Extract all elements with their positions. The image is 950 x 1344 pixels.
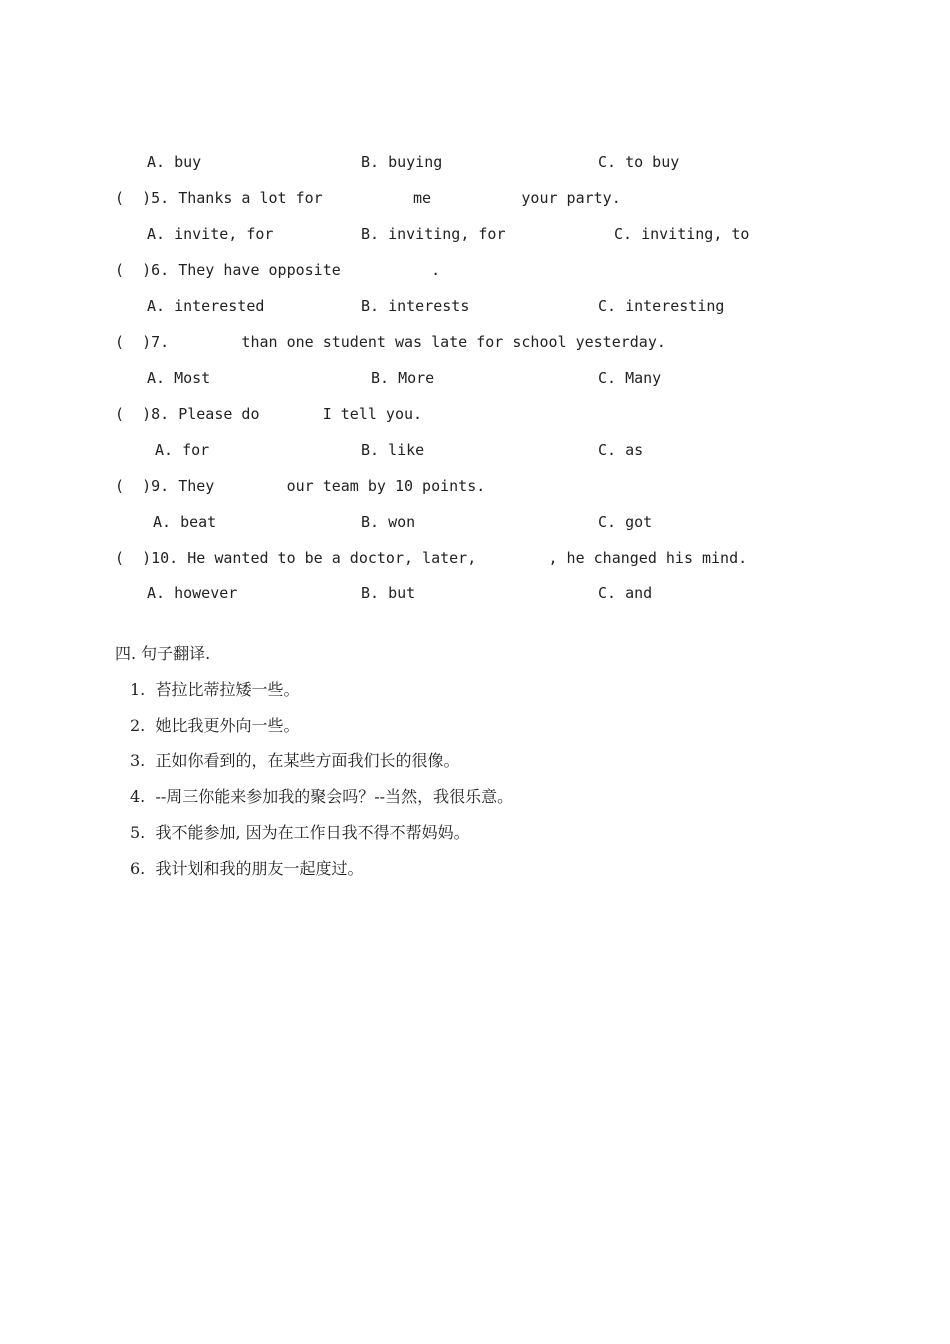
option-a: A. Most <box>147 369 211 387</box>
option-a: A. interested <box>147 297 265 315</box>
option-b: B. More <box>371 369 435 387</box>
option-b: B. won <box>361 513 416 531</box>
option-c: C. Many <box>598 369 662 387</box>
option-c: C. got <box>598 513 653 531</box>
translation-item: 6. 我计划和我的朋友一起度过。 <box>130 859 364 878</box>
section-heading: 四. 句子翻译. <box>115 644 211 663</box>
option-c: C. and <box>598 584 653 602</box>
option-c: C. as <box>598 441 644 459</box>
option-a: A. buy <box>147 153 202 171</box>
question-7: ( )7. than one student was late for school yesterday. <box>115 333 666 351</box>
translation-item: 4. --周三你能来参加我的聚会吗？--当然，我很乐意。 <box>130 787 514 806</box>
translation-item: 3. 正如你看到的，在某些方面我们长的很像。 <box>130 751 460 770</box>
question-10: ( )10. He wanted to be a doctor, later, , he changed his mind. <box>115 549 748 567</box>
option-c: C. inviting, to <box>614 225 750 243</box>
translation-item: 5. 我不能参加, 因为在工作日我不得不帮妈妈。 <box>130 823 470 842</box>
option-b: B. but <box>361 584 416 602</box>
option-b: B. interests <box>361 297 470 315</box>
translation-item: 1. 苔拉比蒂拉矮一些。 <box>130 680 300 699</box>
question-5: ( )5. Thanks a lot for me your party. <box>115 189 621 207</box>
option-a: A. for <box>155 441 210 459</box>
question-8: ( )8. Please do I tell you. <box>115 405 423 423</box>
option-b: B. buying <box>361 153 443 171</box>
option-c: C. interesting <box>598 297 725 315</box>
option-a: A. beat <box>153 513 217 531</box>
option-a: A. however <box>147 584 238 602</box>
option-b: B. inviting, for <box>361 225 506 243</box>
option-b: B. like <box>361 441 425 459</box>
option-a: A. invite, for <box>147 225 274 243</box>
translation-item: 2. 她比我更外向一些。 <box>130 716 300 735</box>
option-c: C. to buy <box>598 153 680 171</box>
question-9: ( )9. They our team by 10 points. <box>115 477 486 495</box>
question-6: ( )6. They have opposite . <box>115 261 441 279</box>
